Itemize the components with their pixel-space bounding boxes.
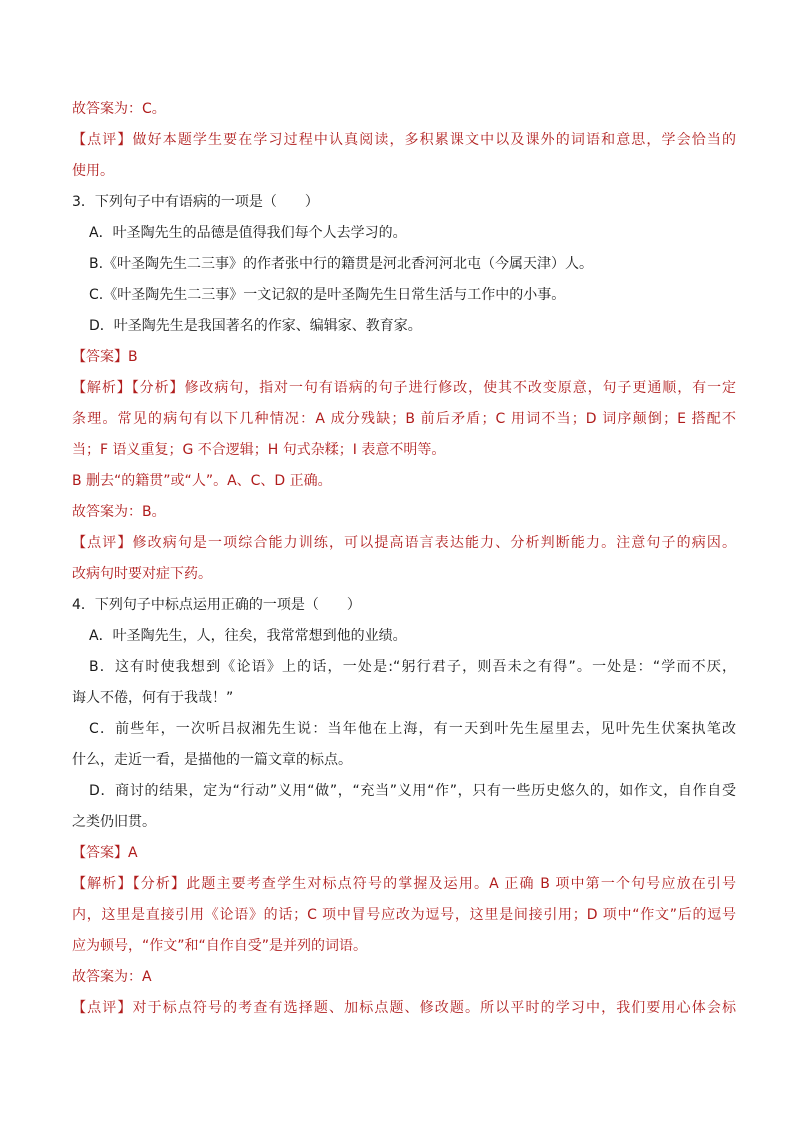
q4-stem: 4．下列句子中标点运用正确的一项是（ ） [72,597,361,613]
q4-analysis-cont-2: 应为顿号，“作文”和“自作自受”是并列的词语。 [72,938,368,954]
answer-tag: 【答案】 [72,349,128,365]
q3-analysis [72,373,736,404]
q2-comment [72,125,736,156]
q4-analysis [72,869,736,900]
page-content [72,94,736,1024]
q4-option-d: D．商讨的结果，定为“行动”义用“做”，“充当”义用“作”，只有一些历史悠久的，如作文，自作自受 [89,783,736,799]
analysis-tag: 【解析】【分析】 [72,876,187,892]
q3-option-a: A．叶圣陶先生的品德是值得我们每个人去学习的。 [89,225,407,241]
q4-option-c: C．前些年，一次听吕叔湘先生说：当年他在上海，有一天到叶先生屋里去，见叶先生伏案执笔改 [89,721,736,737]
comment-tag: 【点评】 [72,1000,133,1016]
q4-comment-text: 对于标点符号的考查有选择题、加标点题、修改题。所以平时的学习中，我们要用心体会标 [132,1000,736,1016]
q3-stem: 3．下列句子中有语病的一项是（ ） [72,194,319,210]
comment-tag: 【点评】 [72,535,133,551]
q3-answer [72,342,736,373]
q3-comment [72,528,736,559]
q3-analysis-text: 修改病句，指对一句有语病的句子进行修改，使其不改变原意，句子更通顺，有一定 [184,380,736,396]
q3-answer-line: 故答案为：B。 [72,504,166,520]
q3-analysis-cont-2: 当；F 语义重复；G 不合逻辑；H 句式杂糅；I 表意不明等。 [72,442,446,458]
q4-option-b: B．这有时使我想到《论语》上的话，一处是:“躬行君子，则吾未之有得”。一处是：“学而不厌， [89,659,736,675]
q3-option-b: B.《叶圣陶先生二三事》的作者张中行的籍贯是河北香河河北屯（今属天津）人。 [89,256,594,272]
answer-tag: 【答案】 [72,845,128,861]
q3-option-d: D．叶圣陶先生是我国著名的作家、编辑家、教育家。 [89,318,422,334]
q4-answer-value: A [128,845,138,861]
q4-option-c-cont: 什么，走近一看，是描他的一篇文章的标点。 [72,752,352,768]
q4-comment [72,993,736,1024]
q4-analysis-text: 此题主要考查学生对标点符号的掌握及运用。A 正确 B 项中第一个句号应放在引号 [186,876,736,892]
q4-option-d-cont: 之类仍旧贯。 [72,814,156,830]
comment-tag: 【点评】 [72,132,133,148]
q3-analysis-cont-3: B 删去“的籍贯”或“人”。A、C、D 正确。 [72,473,332,489]
q2-answer-line: 故答案为：C。 [72,101,166,117]
q3-option-c: C.《叶圣陶先生二三事》一文记叙的是叶圣陶先生日常生活与工作中的小事。 [89,287,566,303]
q4-answer-line: 故答案为：A [72,969,152,985]
q3-analysis-cont-1: 条理。常见的病句有以下几种情况：A 成分残缺；B 前后矛盾；C 用词不当；D 词序颠倒；E 搭配不 [72,411,736,427]
analysis-tag: 【解析】【分析】 [72,380,185,396]
q4-analysis-cont-1: 内，这里是直接引用《论语》的话；C 项中冒号应改为逗号，这里是间接引用；D 项中“作文”后的逗号 [72,907,736,923]
q4-answer [72,838,736,869]
q3-comment-cont: 改病句时要对症下药。 [72,566,212,582]
q2-comment-cont: 使用。 [72,163,114,179]
q4-option-a: A．叶圣陶先生，人，往矣，我常常想到他的业绩。 [89,628,407,644]
q3-comment-text: 修改病句是一项综合能力训练，可以提高语言表达能力、分析判断能力。注意句子的病因。 [132,535,736,551]
q3-answer-value: B [128,349,138,365]
q2-comment-text: 做好本题学生要在学习过程中认真阅读，多积累课文中以及课外的词语和意思，学会恰当的 [132,132,736,148]
q4-option-b-cont: 诲人不倦，何有于我哉！” [72,690,234,706]
